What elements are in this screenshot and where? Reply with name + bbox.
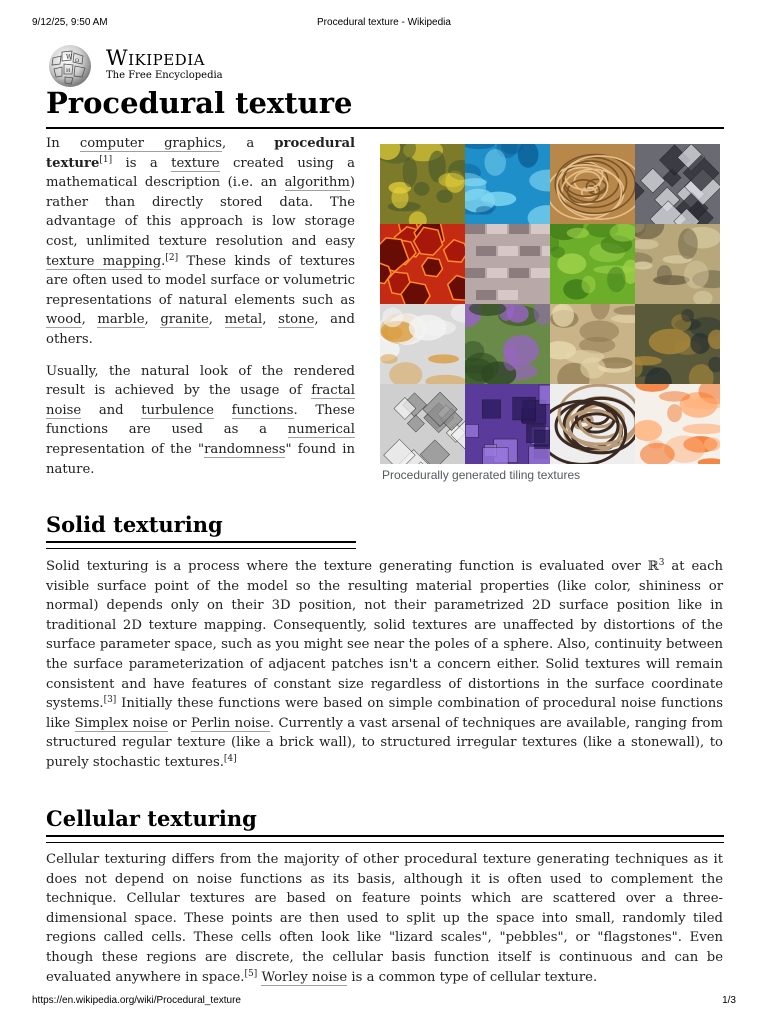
texture-figure	[380, 144, 720, 482]
print-footer	[32, 995, 736, 1009]
texture-tile-shape	[409, 315, 447, 341]
texture-tile-shape	[483, 448, 508, 464]
texture-tile-woven-cloth	[465, 224, 550, 304]
text: ,	[262, 312, 279, 328]
ref-1[interactable]	[99, 155, 112, 165]
texture-tile-shape	[659, 391, 690, 402]
texture-tile-shape	[520, 246, 540, 256]
ref-2[interactable]	[165, 253, 178, 263]
link-perlin-noise[interactable]: Perlin noise	[190, 715, 270, 731]
texture-tile-shape	[529, 446, 550, 464]
text: .	[161, 253, 166, 269]
texture-tile-shape	[542, 246, 550, 256]
solid-texturing-paragraph	[46, 557, 723, 773]
link-numerical[interactable]: numerical	[287, 422, 355, 438]
texture-tile-purple-moss	[465, 304, 550, 384]
texture-tile-sandstone	[635, 224, 720, 304]
texture-tile-shape	[503, 345, 518, 371]
page-title: Procedural texture	[46, 86, 353, 120]
text: at each visible surface point of the model so the resulting material properties (like color, shininess or normal) depends only on their 3D position, not their parametrized 2D surface position like in traditional 2D texture mapping. Consequently, solid textures are unaffected by distortions of the surface parameter space, such as you might see near the poles of a sphere. Also, continuity between the surface parameterization of adjacent patches isn't a concern either. Solid textures will remain consistent and have features of constant size regardless of distortions in the surface coordinate systems.	[46, 559, 723, 712]
wikipedia-logo[interactable]	[45, 42, 245, 88]
texture-tile-shape	[487, 268, 507, 278]
text: ) rather than directly stored data. The advantage of this approach is low storage cost, unlimited texture resolution and easy	[46, 175, 355, 249]
link-functions[interactable]: functions	[231, 402, 294, 418]
svg-text:W: W	[66, 54, 73, 61]
text: , and others.	[46, 312, 355, 347]
texture-tile-shape	[550, 246, 565, 257]
texture-tile-purple-studs	[465, 384, 550, 464]
svg-text:И: И	[66, 68, 71, 74]
text: . These functions are used as a	[46, 402, 355, 438]
text: In	[46, 136, 80, 151]
texture-tile-shape	[465, 268, 485, 278]
ref-1-link[interactable]: [1]	[99, 154, 113, 165]
section-divider-solid	[46, 541, 356, 543]
section-heading-cellular-texturing: Cellular texturing	[46, 806, 257, 831]
texture-tile-beige-dunes	[550, 304, 635, 384]
texture-tile-shape	[476, 246, 496, 256]
texture-tile-shape	[422, 258, 443, 277]
text: These kinds of textures are often used to model surface or volumetric representations of natural elements such as	[46, 253, 355, 308]
text: " found in nature.	[46, 441, 355, 477]
texture-tile-marble-swirl	[550, 384, 635, 464]
text: ,	[144, 312, 161, 328]
link-turbulence[interactable]: turbulence	[141, 402, 214, 418]
text: . Currently a vast arsenal of techniques are available, ranging from structured regular texture (like a brick wall), to structured irregular textures (like a stonewall), to purely stochastic textures.	[46, 715, 723, 770]
texture-tile-shape	[414, 182, 430, 196]
print-page-number: 1/3	[722, 995, 736, 1006]
texture-tile-shape	[438, 173, 464, 187]
cellular-texturing-paragraph	[46, 850, 723, 987]
texture-tile-shape	[428, 354, 459, 363]
section-divider-solid-thin	[46, 548, 356, 549]
texture-tile-tan-wood	[550, 144, 635, 224]
svg-text:Ω: Ω	[75, 58, 80, 64]
intro-paragraph-2	[46, 362, 355, 480]
texture-tile-shape	[484, 149, 505, 176]
title-divider	[46, 127, 724, 129]
texture-tile-mossy-rock	[635, 304, 720, 384]
texture-tile-grey-geometric	[380, 384, 465, 464]
texture-tile-shape	[498, 246, 518, 256]
texture-tile-shape	[678, 228, 698, 259]
link-granite[interactable]: granite	[160, 312, 209, 328]
texture-tile-shape	[507, 304, 529, 322]
print-page-title: Procedural texture - Wikipedia	[317, 17, 451, 28]
wikipedia-globe-icon	[45, 44, 95, 88]
texture-tile-shape	[465, 224, 485, 234]
ref-5-link[interactable]: [5]	[244, 968, 258, 979]
ref-4-link[interactable]: [4]	[223, 753, 237, 764]
text: or	[167, 715, 191, 731]
texture-tile-shape	[553, 304, 575, 327]
texture-tile-green-grass	[550, 224, 635, 304]
texture-tile-yellow-camo	[380, 144, 465, 224]
intro-paragraph-1	[46, 134, 355, 350]
texture-tile-shape	[667, 404, 682, 422]
bold-term: procedural texture	[46, 136, 355, 171]
link-fractal-noise[interactable]: fractal noise	[46, 383, 355, 418]
text: created using a mathematical description (i.e. an	[46, 155, 355, 191]
ref-4[interactable]	[224, 754, 237, 764]
texture-tile-shape	[380, 354, 398, 364]
texture-tile-shape	[607, 267, 625, 292]
texture-tile-orange-camo	[380, 304, 465, 384]
text: Initially these functions were based on simple combination of procedural noise functions like	[46, 696, 723, 731]
link-stone[interactable]: stone	[278, 312, 315, 328]
math-r3	[648, 559, 665, 574]
texture-tile-steel-blocks	[635, 144, 720, 224]
link-metal[interactable]: metal	[224, 312, 263, 328]
text: is a common type of cellular texture.	[347, 969, 598, 985]
texture-tile-shape	[436, 190, 452, 203]
texture-tile-shape	[498, 290, 518, 300]
link-algorithm[interactable]: algorithm	[284, 175, 350, 191]
texture-tile-orange-splash	[635, 384, 720, 464]
ref-3-link[interactable]: [3]	[103, 695, 117, 706]
text: Usually, the natural look of the rendered result is achieved by the usage of	[46, 363, 355, 399]
print-url: https://en.wikipedia.org/wiki/Procedural_texture	[32, 995, 241, 1006]
texture-tile-shape	[487, 224, 507, 234]
intro-section	[46, 134, 355, 491]
section-divider-cellular	[46, 835, 724, 837]
link-marble[interactable]: marble	[97, 312, 145, 328]
wikipedia-tagline: The Free Encyclopedia	[106, 70, 223, 81]
texture-tile-shape	[383, 326, 403, 340]
math-exponent: 3	[658, 558, 665, 568]
texture-tile-red-lava-cells	[380, 224, 465, 304]
texture-tile-shape	[531, 268, 550, 278]
texture-tile-shape	[684, 261, 709, 289]
texture-tile-shape	[509, 268, 529, 278]
texture-tile-shape	[403, 157, 418, 187]
texture-tile-shape	[535, 430, 550, 448]
link-texture[interactable]: texture	[171, 155, 220, 171]
link-randomness[interactable]: randomness	[204, 441, 286, 457]
text: is a	[112, 155, 172, 171]
texture-tile-shape	[476, 290, 496, 300]
texture-tile-grid[interactable]	[380, 144, 720, 464]
section-divider-cellular-thin	[46, 842, 724, 843]
figure-caption: Procedurally generated tiling textures	[382, 468, 581, 482]
ref-5[interactable]	[244, 969, 257, 979]
print-datetime: 9/12/25, 9:50 AM	[32, 17, 108, 28]
texture-tile-shape	[513, 397, 536, 420]
text: Solid texturing is a process where the texture generating function is evaluated over	[46, 559, 648, 574]
texture-tile-blue-water	[465, 144, 550, 224]
texture-tile-shape	[382, 308, 403, 328]
texture-tile-shape	[482, 400, 500, 418]
texture-tile-shape	[581, 276, 595, 294]
texture-tile-shape	[690, 333, 710, 354]
print-header	[32, 17, 736, 31]
texture-tile-shape	[681, 309, 694, 322]
ref-3[interactable]	[104, 695, 117, 705]
text: and	[81, 402, 142, 418]
text	[214, 403, 232, 418]
text: , a	[222, 136, 275, 151]
texture-tile-shape	[657, 265, 672, 284]
texture-tile-shape	[509, 224, 529, 234]
text: ,	[208, 312, 225, 328]
link-wood[interactable]: wood	[46, 312, 82, 328]
ref-2-link[interactable]: [2]	[165, 252, 179, 263]
link-worley-noise[interactable]: Worley noise	[261, 969, 348, 985]
link-simplex-noise[interactable]: Simplex noise	[74, 715, 168, 731]
section-heading-solid-texturing: Solid texturing	[46, 512, 223, 537]
texture-tile-shape	[567, 228, 590, 238]
math-symbol: ℝ	[647, 559, 659, 574]
text: representation of the "	[46, 441, 205, 457]
link-texture-mapping[interactable]: texture mapping	[46, 253, 162, 269]
text: ,	[81, 312, 98, 328]
link-computer-graphics[interactable]: computer graphics	[79, 136, 223, 151]
texture-tile-shape	[579, 320, 619, 342]
texture-tile-shape	[580, 357, 605, 379]
texture-tile-shape	[539, 385, 550, 404]
texture-tile-shape	[476, 206, 493, 215]
wikipedia-wordmark: Wikipedia	[106, 46, 205, 70]
texture-tile-shape	[531, 224, 550, 234]
texture-tile-shape	[465, 424, 478, 437]
texture-tile-shape	[704, 437, 720, 451]
text: Cellular texturing differs from the majority of other procedural texture generating techniques as it does not depend on noise functions as its basis, although it is often used to complement the technique. Cellular textures are based on feature points which are scattered over a three-dimensional space. These points are then used to split up the space into small, randomly tiled regions called cells. These cells often look like "lizard scales", "pebbles", or "flagstones". Even though these regions are discrete, the cellular basis function itself is continuous and can be evaluated anywhere in space.	[46, 852, 723, 985]
